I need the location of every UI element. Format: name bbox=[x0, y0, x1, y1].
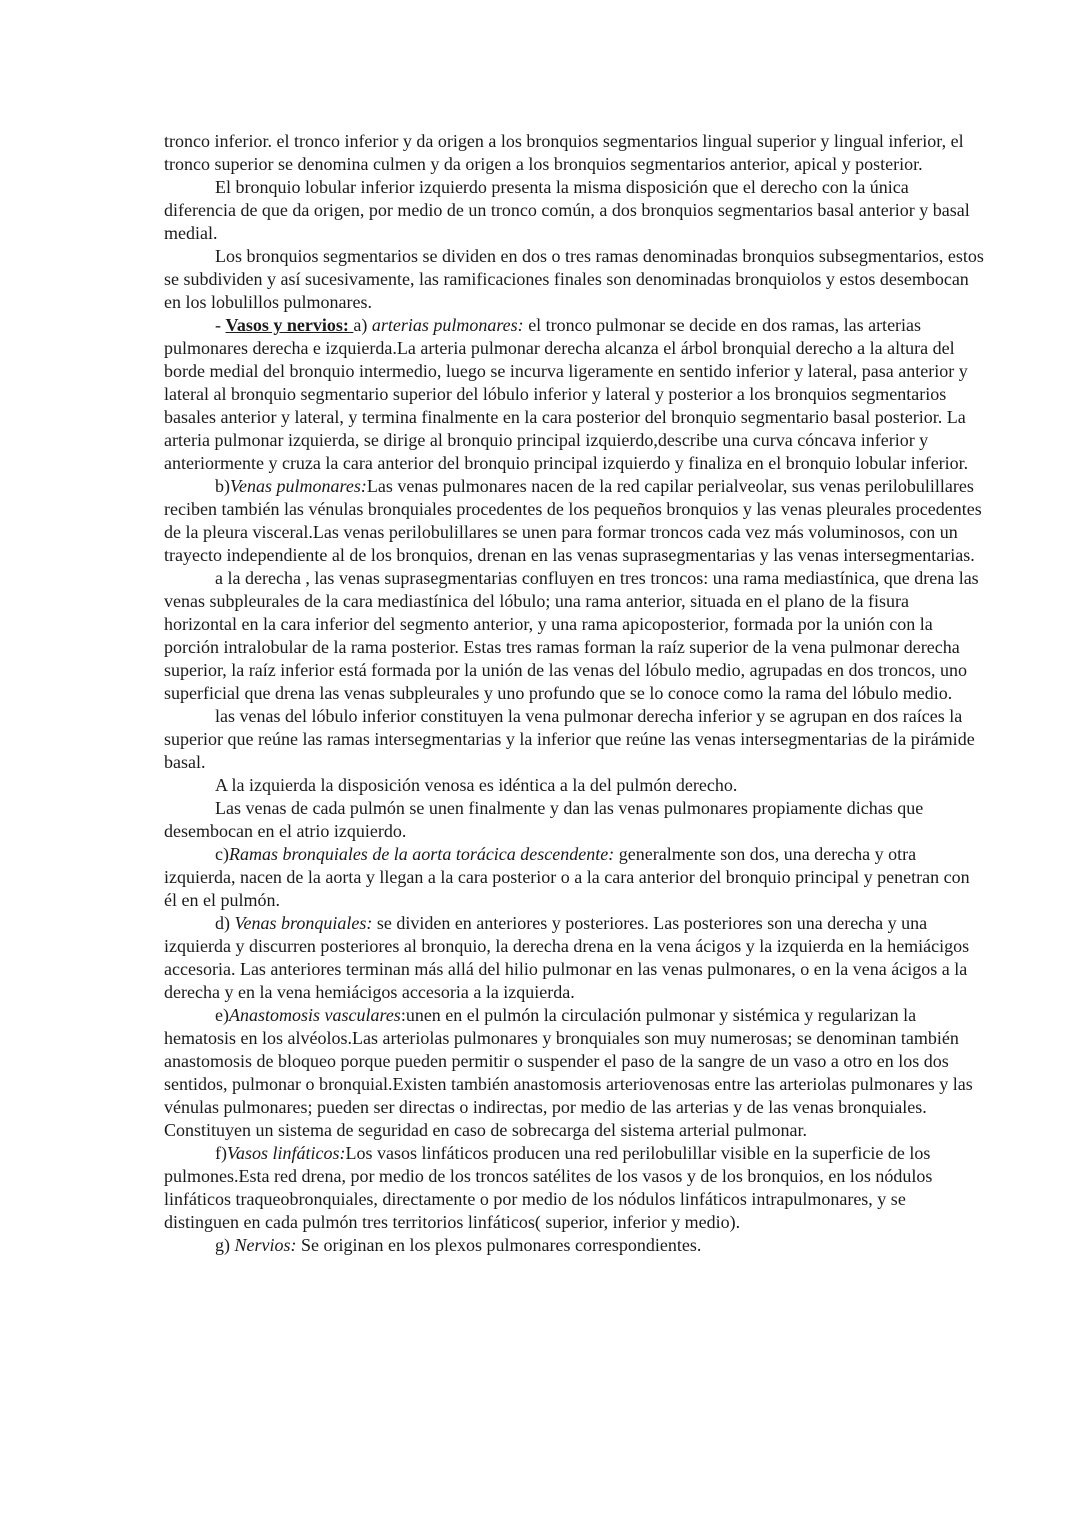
text-run: Se originan en los plexos pulmonares correspondientes. bbox=[296, 1235, 702, 1255]
term-label: Venas pulmonares: bbox=[230, 476, 367, 496]
text-run: a la derecha , las venas suprasegmentarias confluyen en tres troncos: una rama mediastínica, que drena las venas subpleurales de la cara mediastínica del lóbulo; una rama anterior, situada en el plano de la fisura horizontal en la cara inferior del segmento anterior, y una rama apicoposterior, formada por la unión con la porción intralobular de la rama posterior. Estas tres ramas forman la raíz superior de la vena pulmonar derecha superior, la raíz inferior está formada por la unión de las venas del lóbulo medio, agrupadas en dos troncos, uno superficial que drena las venas subpleurales y uno profundo que se lo conoce como la rama del lóbulo medio. bbox=[164, 568, 979, 703]
text-run: c) bbox=[215, 844, 229, 864]
paragraph bbox=[164, 130, 984, 176]
paragraph bbox=[164, 567, 984, 705]
paragraph bbox=[164, 797, 984, 843]
term-label: arterias pulmonares: bbox=[371, 315, 524, 335]
text-run: Las venas pulmonares nacen de la red capilar perialveolar, sus venas perilobulillares reciben también las vénulas bronquiales procedentes de los pequeños bronquios y las venas pleurales procedentes de la pleura visceral.Las venas perilobulillares se unen para formar troncos cada vez más voluminosos, con un trayecto independiente al de los bronquios, drenan en las venas suprasegmentarias y las venas intersegmentarias. bbox=[164, 476, 982, 565]
paragraph bbox=[164, 705, 984, 774]
text-run: d) bbox=[215, 913, 235, 933]
paragraph bbox=[164, 1142, 984, 1234]
paragraph bbox=[164, 1004, 984, 1142]
paragraph bbox=[164, 843, 984, 912]
text-run: generalmente son dos, una derecha y otra izquierda, nacen de la aorta y llegan a la cara posterior o a la cara anterior del bronquio principal y penetran con él en el pulmón. bbox=[164, 844, 970, 910]
document-page bbox=[164, 130, 984, 1257]
text-run: g) bbox=[215, 1235, 235, 1255]
text-run: tronco inferior. el tronco inferior y da origen a los bronquios segmentarios lingual superior y lingual inferior, el tronco superior se denomina culmen y da origen a los bronquios segmentarios anterior, apical y posterior. bbox=[164, 131, 964, 174]
term-label: Anastomosis vasculares bbox=[228, 1005, 401, 1025]
paragraph bbox=[164, 912, 984, 1004]
text-run: b) bbox=[215, 476, 230, 496]
text-run: A la izquierda la disposición venosa es idéntica a la del pulmón derecho. bbox=[215, 775, 738, 795]
text-run: Las venas de cada pulmón se unen finalmente y dan las venas pulmonares propiamente dichas que desembocan en el atrio izquierdo. bbox=[164, 798, 924, 841]
text-run: Los vasos linfáticos producen una red perilobulillar visible en la superficie de los pulmones.Esta red drena, por medio de los troncos satélites de los vasos y de los bronquios, en los nódulos linfáticos traqueobronquiales, directamente o por medio de los nódulos linfáticos intrapulmonares, y se distinguen en cada pulmón tres territorios linfáticos( superior, inferior y medio). bbox=[164, 1143, 933, 1232]
text-run: a) bbox=[353, 315, 372, 335]
paragraph bbox=[164, 176, 984, 245]
text-run: - bbox=[215, 315, 226, 335]
paragraph bbox=[164, 1234, 984, 1257]
text-run: El bronquio lobular inferior izquierdo presenta la misma disposición que el derecho con la única diferencia de que da origen, por medio de un tronco común, a dos bronquios segmentarios basal anterior y basal medial. bbox=[164, 177, 970, 243]
section-heading: Vasos y nervios: bbox=[225, 315, 354, 335]
paragraph bbox=[164, 314, 984, 475]
paragraph bbox=[164, 774, 984, 797]
text-run: las venas del lóbulo inferior constituyen la vena pulmonar derecha inferior y se agrupan en dos raíces la superior que reúne las ramas intersegmentarias y la inferior que reúne las venas intersegmentarias de la pirámide basal. bbox=[164, 706, 975, 772]
term-label: Venas bronquiales: bbox=[234, 913, 373, 933]
text-run: se dividen en anteriores y posteriores. Las posteriores son una derecha y una izquierda y discurren posteriores al bronquio, la derecha drena en la vena ácigos y la izquierda en la hemiácigos accesoria. Las anteriores terminan más allá del hilio pulmonar en las venas pulmonares, o en la vena ácigos a la derecha y en la vena hemiácigos accesoria a la izquierda. bbox=[164, 913, 970, 1002]
text-run: el tronco pulmonar se decide en dos ramas, las arterias pulmonares derecha e izquierda.La arteria pulmonar derecha alcanza el árbol bronquial derecho a la altura del borde medial del bronquio intermedio, luego se incurva ligeramente en sentido inferior y lateral, pasa anterior y lateral al bronquio segmentario superior del lóbulo inferior y lateral y posterior a los bronquios segmentarios basales anterior y lateral, y termina finalmente en la cara posterior del bronquio segmentario basal posterior. La arteria pulmonar izquierda, se dirige al bronquio principal izquierdo,describe una curva cóncava inferior y anteriormente y cruza la cara anterior del bronquio principal izquierdo y finaliza en el bronquio lobular inferior. bbox=[164, 315, 969, 473]
term-label: Vasos linfáticos: bbox=[227, 1143, 346, 1163]
text-run: e) bbox=[215, 1005, 229, 1025]
paragraph bbox=[164, 475, 984, 567]
term-label: Nervios: bbox=[234, 1235, 297, 1255]
paragraph bbox=[164, 245, 984, 314]
term-label: Ramas bronquiales de la aorta torácica descendente: bbox=[228, 844, 615, 864]
text-run: f) bbox=[215, 1143, 227, 1163]
text-run: Los bronquios segmentarios se dividen en dos o tres ramas denominadas bronquios subsegmentarios, estos se subdividen y así sucesivamente, las ramificaciones finales son denominadas bronquiolos y estos desembocan en los lobulillos pulmonares. bbox=[164, 246, 984, 312]
text-run: :unen en el pulmón la circulación pulmonar y sistémica y regularizan la hematosis en los alvéolos.Las arteriolas pulmonares y bronquiales son muy numerosas; se denominan también anastomosis de bloqueo porque pueden permitir o suspender el paso de la sangre de un vaso a otro en los dos sentidos, pulmonar o bronquial.Existen también anastomosis arteriovenosas entre las arteriolas pulmonares y las vénulas pulmonares; pueden ser directas o indirectas, por medio de las arterias y de las venas bronquiales. Constituyen un sistema de seguridad en caso de sobrecarga del sistema arterial pulmonar. bbox=[164, 1005, 973, 1140]
